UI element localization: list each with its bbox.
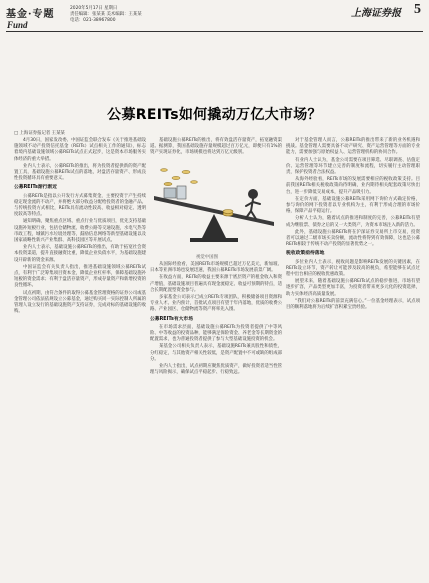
phone-line: 电话：021-38967800: [70, 18, 116, 23]
paragraph: 试点初期，由符合条件的取得公募基金管理资格的证券公司或基金管理公司依法依规设立公募基金，通过购买同一实际控制人所属的管理人设立发行的基础设施资产支持证券，完成对标的基础设施的收购。: [14, 290, 146, 315]
paragraph: 从国际经验看，美国REITs市场规模已超过万亿美元，新加坡、日本等亚洲市场也发展迅速，我国公募REITs市场发展前景广阔。: [150, 262, 282, 274]
column-right: [286, 138, 420, 574]
paragraph: 通知明确，聚焦重点区域、重点行业与优质项目，优先支持基础设施补短板行业，包括仓储物流、收费公路等交通设施，水电气热等市政工程，城镇污水垃圾处理等，鼓励信息网络等新型基础设施以及国家战略性新兴产业集群、高科技园区等开展试点。: [14, 219, 146, 244]
paragraph: 多位业内人士表示，税收问题是影响REITs发展的关键因素，在REITs设立环节，资产转让可能涉及较高的税负，希望能够在试点过程中出台相应的税收优惠政策。: [286, 259, 420, 278]
subheading: 公募REITs有大市场: [150, 316, 194, 322]
issue-meta: [70, 6, 142, 24]
subheading: 税收政策亟待落地: [286, 251, 325, 257]
paragraph: 业内人士表示，公募REITs的推出，将为投资者提供新的资产配置工具，基础设施公募REITs试点的落地，对盘活存量资产、形成良性投资循环具有重要意义。: [14, 163, 146, 182]
paragraph: 展望未来，随着基础设施公募REITs试点的稳步推进，市场有望逐步扩容，产品类型更加丰富，为投资者带来更多元化的投资选择，助力实体经济高质量发展。: [286, 279, 420, 297]
paragraph: 业内人士表示，基础设施公募REITs的推出，有助于拓宽社会资本投资渠道，提升直接融资比重，降低企业负债水平，为基础设施建设开辟新的资金来源。: [14, 245, 146, 263]
issue-date: 2020年5月17日 星期日: [70, 6, 118, 11]
illustration-svg: [150, 148, 278, 252]
paragraph: 公募REITs是指以公开发行方式募集资金，主要投资于产生持续稳定现金流的不动产，并将绝大部分收益分配给投资者的金融产品。与传统投资方式相比，REITs具有流动性较高、收益相对稳定、透明度较高等特点。: [14, 193, 146, 218]
paragraph: 对于基金管理人而言，公募REITs的推出带来了新的业务机遇和挑战。基金管理人需要具备不动产研究、资产运营管理等方面的专业能力，需要加强与原始权益人、运营管理机构的协同合作。: [286, 138, 420, 156]
editor-line: 责任编辑：张某某 美术编辑：王某某: [70, 12, 142, 17]
seesaw-illustration: [150, 148, 278, 252]
article-headline: 公募REITs如何撬动万亿大市场？: [107, 107, 322, 123]
paragraph: 有业内人士认为，基金公司需要在项目筛选、尽职调查、估值定价、运营管理等环节建立完善的制度和流程，切实履行主动管理职责，保护投资者合法权益。: [286, 157, 420, 176]
paragraph: 分析人士认为，随着试点的推进和制度的完善，公募REITs有望成为继股票、债券之后的又一大类资产，为资本市场注入新的活力。: [286, 216, 420, 228]
page-number: 5: [414, 2, 421, 17]
paragraph: 中国证监会有关负责人指出，推进基础设施领域公募REITs试点，有利于广泛筹集项目资本金，降低企业杠杆率，保障基础设施补短板的资金需求；有利于盘活存量资产，形成存量资产和新增投资的良性循环。: [14, 264, 146, 289]
paragraph: 在定价方面，基础设施公募REITs采用网下询价方式确定价格，参与询价的网下投资者以专业机构为主，有利于形成合理的市场价格，保障产品平稳运行。: [286, 196, 420, 215]
paragraph: “我们对公募REITs的前景充满信心。”一位基金经理表示，试点项目的顺利落地将为后续扩容积累宝贵经验。: [286, 298, 420, 311]
paragraph: 业内人士指出，试点初期应聚焦优质资产，做好投资者适当性管理与风险揭示，确保试点平稳起步、行稳致远。: [150, 364, 282, 376]
paragraph: 从海外经验看，REITs市场的发展需要相应的税收政策支持。目前我国REITs相关税收政策尚待明确，业内期待相关配套政策尽快出台，进一步降低交易成本，提升产品吸引力。: [286, 177, 420, 195]
section-title-en: Fund: [7, 20, 28, 30]
header-rule: [6, 31, 423, 32]
paragraph: 多家基金公司表示已成立REITs专项团队，积极储备项目资源和专业人才。业内预计，首批试点项目有望于年内落地，优质的收费公路、产业园区、仓储物流等资产将率先入围。: [150, 295, 282, 313]
coin-stack-small: [223, 210, 233, 217]
paragraph: 在收益方面，REITs的收益主要来源于底层资产的租金收入和资产增值，基础设施项目普遍具有现金流稳定、收益可预期的特点，适合长期配置型资金参与。: [150, 275, 282, 293]
building-blocks: [164, 186, 186, 199]
column-middle: [150, 262, 282, 574]
paragraph: 此外，基础设施公募REITs将在沪深证券交易所上市交易，投资者可以通过二级市场买卖份额，流动性将得到有效保障，这也是公募REITs相较于传统不动产投资的显著优势之一。: [286, 229, 420, 248]
article-byline: □ 上海证券报记者 王某某: [14, 131, 65, 136]
section-title: 基金·专题: [6, 9, 55, 20]
subheading: 公募REITs渐行渐近: [14, 185, 58, 191]
fulcrum-base: [190, 238, 238, 242]
paragraph: 某基金公司相关负责人表示，基础设施REITs兼具股性和债性，分红稳定，与其他资产相关性较低，是资产配置中不可或缺的组成部分。: [150, 344, 282, 362]
illustration-caption: 视觉中国图: [196, 255, 218, 260]
newspaper-name: 上海证券报: [351, 8, 401, 19]
paragraph: 基础设施公募REITs的推出，将有效盘活存量资产，拓宽融资渠道。据测算，我国基础设施存量规模超过百万亿元，即便只有1%的资产实现证券化，市场规模也将达到万亿元级别。: [150, 138, 282, 156]
column-middle-top: [150, 138, 282, 156]
page-header: [0, 0, 429, 54]
paragraph: 4月30日，国家发改委、中国证监会联合发布《关于推进基础设施领域不动产投资信托基金（REITs）试点相关工作的通知》，标志着境内基础设施领域公募REITs试点正式起步，这是资本市场服务实体经济的重大举措。: [14, 138, 146, 162]
paragraph: 在市场需求层面，基础设施公募REITs为投资者提供了中等风险、中等收益的投资品种，能够满足保险资金、养老金等长期资金的配置需求，也为普通投资者提供了参与大型基础设施投资的机会。: [150, 324, 282, 343]
column-left: [14, 138, 146, 574]
